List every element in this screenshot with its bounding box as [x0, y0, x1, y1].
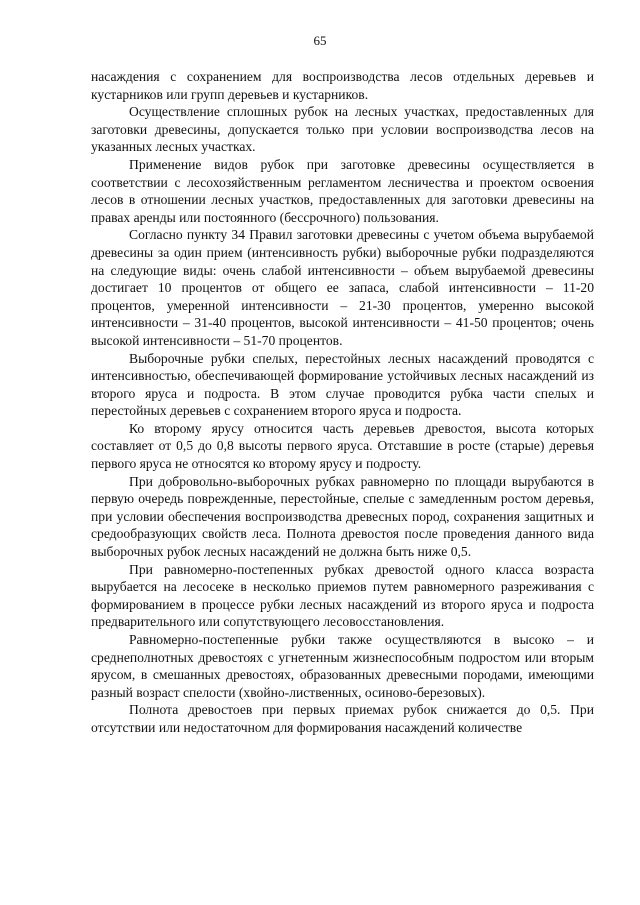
paragraph-uniform-gradual-cutting: При равномерно-постепенных рубках древостой одного класса возраста вырубается на лесосеке в несколько приемов путем равномерного разреживания с формированием в процессе рубки лесных насаждений из второго яруса и подроста предварительного или сопутствующего лесовосстановления.	[91, 561, 594, 630]
paragraph-uniform-gradual-stands: Равномерно-постепенные рубки также осуществляются в высоко – и среднеполнотных древостоях с угнетенным жизнеспособным подростом или вторым ярусом, в смешанных древостоях, образованных древесными породами, имеющими разный возраст спелости (хвойно-лиственных, осиново-березовых).	[91, 632, 594, 700]
page-number: 65	[313, 33, 327, 48]
paragraph-clear-cutting-conditions: Осуществление сплошных рубок на лесных участках, предоставленных для заготовки древесины, допускается только при условии воспроизводства лесов на указанных лесных участках.	[91, 104, 594, 155]
paragraph-stand-density: Полнота древостоев при первых приемах рубок снижается до 0,5. При отсутствии или недостаточном для формирования насаждений количестве	[91, 702, 594, 735]
document-body	[91, 68, 594, 737]
paragraph-selective-mature-cutting: Выборочные рубки спелых, перестойных лесных насаждений проводятся с интенсивностью, обеспечивающей формирование устойчивых лесных насаждений из второго яруса и подроста. В этом случае проводится рубка части спелых и перестойных деревьев с сохранением второго яруса и подроста.	[91, 350, 594, 419]
paragraph-voluntary-selective-cutting: При добровольно-выборочных рубках равномерно по площади вырубаются в первую очередь поврежденные, перестойные, спелые с замедленным ростом деревья, при условии обеспечения воспроизводства древесных пород, сохранения защитных и средообразующих свойств леса. Полнота древостоя после проведения данного вида выборочных рубок лесных насаждений не должна быть ниже 0,5.	[91, 473, 594, 560]
paragraph-cutting-types-application: Применение видов рубок при заготовке древесины осуществляется в соответствии с лесохозяйственным регламентом лесничества и проектом освоения лесов в отношении лесных участков, предоставленных для заготовки древесины на правах аренды или постоянного (бессрочного) пользования.	[91, 156, 594, 225]
paragraph-cutting-intensity: Согласно пункту 34 Правил заготовки древесины с учетом объема вырубаемой древесины за один прием (интенсивность рубки) выборочные рубки подразделяются на следующие виды: очень слабой интенсивности – объем вырубаемой древесины достигает 10 процентов от общего ее запаса, слабой интенсивности – 11-20 процентов, умеренной интенсивности – 21-30 процентов, умеренно высокой интенсивности – 31-40 процентов, высокой интенсивности – 41-50 процентов; очень высокой интенсивности – 51-70 процентов.	[91, 227, 594, 348]
paragraph-second-tier-definition: Ко второму ярусу относится часть деревьев древостоя, высота которых составляет от 0,5 до 0,8 высоты первого яруса. Отставшие в росте (старые) деревья первого яруса не относятся ко второму ярусу и подросту.	[91, 420, 594, 472]
paragraph-continuation: насаждения с сохранением для воспроизводства лесов отдельных деревьев и кустарников или групп деревьев и кустарников.	[91, 69, 594, 102]
